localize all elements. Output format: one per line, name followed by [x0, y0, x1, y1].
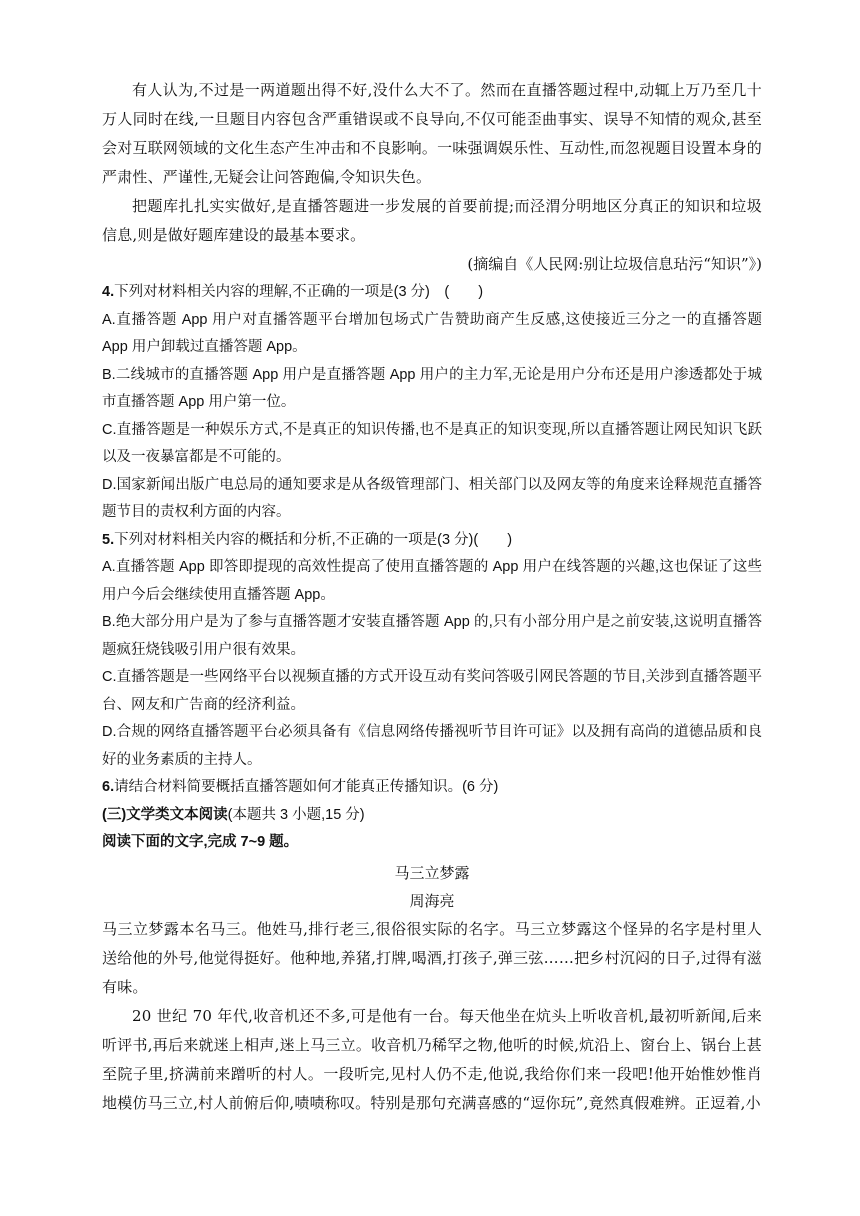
question-5-option-c: C.直播答题是一些网络平台以视频直播的方式开设互动有奖问答吸引网民答题的节目,关涉到直播答题平台、网友和广告商的经济利益。 — [102, 669, 762, 713]
page-content — [102, 76, 762, 1118]
question-4-option-a: A.直播答题 App 用户对直播答题平台增加包场式广告赞助商产生反感,这使接近三分之一的直播答题 App 用户卸载过直播答题 App。 — [102, 311, 762, 355]
question-4-option-b: B.二线城市的直播答题 App 用户是直播答题 App 用户的主力军,无论是用户分布还是用户渗透都处于城市直播答题 App 用户第一位。 — [102, 366, 762, 410]
question-4-option-c: C.直播答题是一种娱乐方式,不是真正的知识传播,也不是真正的知识变现,所以直播答题让网民知识飞跃以及一夜暴富都是不可能的。 — [102, 421, 762, 465]
question-5-option-b: B.绝大部分用户是为了参与直播答题才安装直播答题 App 的,只有小部分用户是之前安装,这说明直播答题疯狂烧钱吸引用户很有效果。 — [102, 614, 762, 658]
question-5-text: 下列对材料相关内容的概括和分析,不正确的一项是(3 分)( ) — [114, 531, 513, 548]
question-6-stem — [102, 774, 762, 802]
question-5-number: 5. — [102, 531, 115, 548]
section-3-instruction: 阅读下面的文字,完成 7~9 题。 — [102, 834, 299, 850]
passage-paragraph-1: 有人认为,不过是一两道题出得不好,没什么大不了。然而在直播答题过程中,动辄上万乃至几十万人同时在线,一旦题目内容包含严重错误或不良导向,不仅可能歪曲事实、误导不知情的观众,甚至会对互联网领域的文化生态产生冲击和不良影响。一味强调娱乐性、互动性,而忽视题目设置本身的严肃性、严谨性,无疑会让问答跑偏,令知识失色。 — [102, 81, 762, 186]
section-3-note: (本题共 3 小题,15 分) — [227, 806, 365, 823]
question-5-option-d: D.合规的网络直播答题平台必须具备有《信息网络传播视听节目许可证》以及拥有高尚的道德品质和良好的业务素质的主持人。 — [102, 724, 762, 768]
question-4-text: 下列对材料相关内容的理解,不正确的一项是(3 分) ( ) — [114, 284, 484, 300]
story-paragraph-1: 马三立梦露本名马三。他姓马,排行老三,很俗很实际的名字。马三立梦露这个怪异的名字是村里人送给他的外号,他觉得挺好。他种地,养猪,打牌,喝酒,打孩子,弹三弦……把乡村沉闷的日子,过得有滋有味。 — [102, 919, 762, 996]
question-6-text: 请结合材料简要概括直播答题如何才能真正传播知识。(6 分) — [114, 779, 499, 795]
question-4-stem — [102, 279, 762, 307]
passage-source: (摘编自《人民网:别让垃圾信息玷污“知识”》) — [467, 255, 762, 273]
question-5-option-a: A.直播答题 App 即答即提现的高效性提高了使用直播答题的 App 用户在线答题的兴趣,这也保证了这些用户今后会继续使用直播答题 App。 — [102, 559, 762, 603]
question-4-option-d: D.国家新闻出版广电总局的通知要求是从各级管理部门、相关部门以及网友等的角度来诠释规范直播答题节目的责权利方面的内容。 — [102, 476, 762, 520]
story-title: 马三立梦露 — [394, 863, 470, 882]
question-6-number: 6. — [102, 779, 115, 795]
passage-paragraph-2: 把题库扎扎实实做好,是直播答题进一步发展的首要前提;而泾渭分明地区分真正的知识和垃圾信息,则是做好题库建设的最基本要求。 — [102, 197, 762, 244]
story-author: 周海亮 — [409, 891, 455, 910]
question-4-number: 4. — [102, 284, 115, 300]
section-3-heading — [102, 802, 762, 830]
section-3-title: (三)文学类文本阅读 — [102, 806, 228, 823]
story-paragraph-2: 20 世纪 70 年代,收音机还不多,可是他有一台。每天他坐在炕头上听收音机,最初听新闻,后来听评书,再后来就迷上相声,迷上马三立。收音机乃稀罕之物,他听的时候,炕沿上、窗台上、锅台上甚至院子里,挤满前来蹭听的村人。一段听完,见村人仍不走,他说,我给你们来一段吧!他开始惟妙惟肖地模仿马三立,村人前俯后仰,啧啧称叹。特别是那句充满喜感的“逗你玩”,竟然真假难辨。正逗着,小 — [102, 1006, 762, 1112]
question-5-stem — [102, 527, 762, 555]
